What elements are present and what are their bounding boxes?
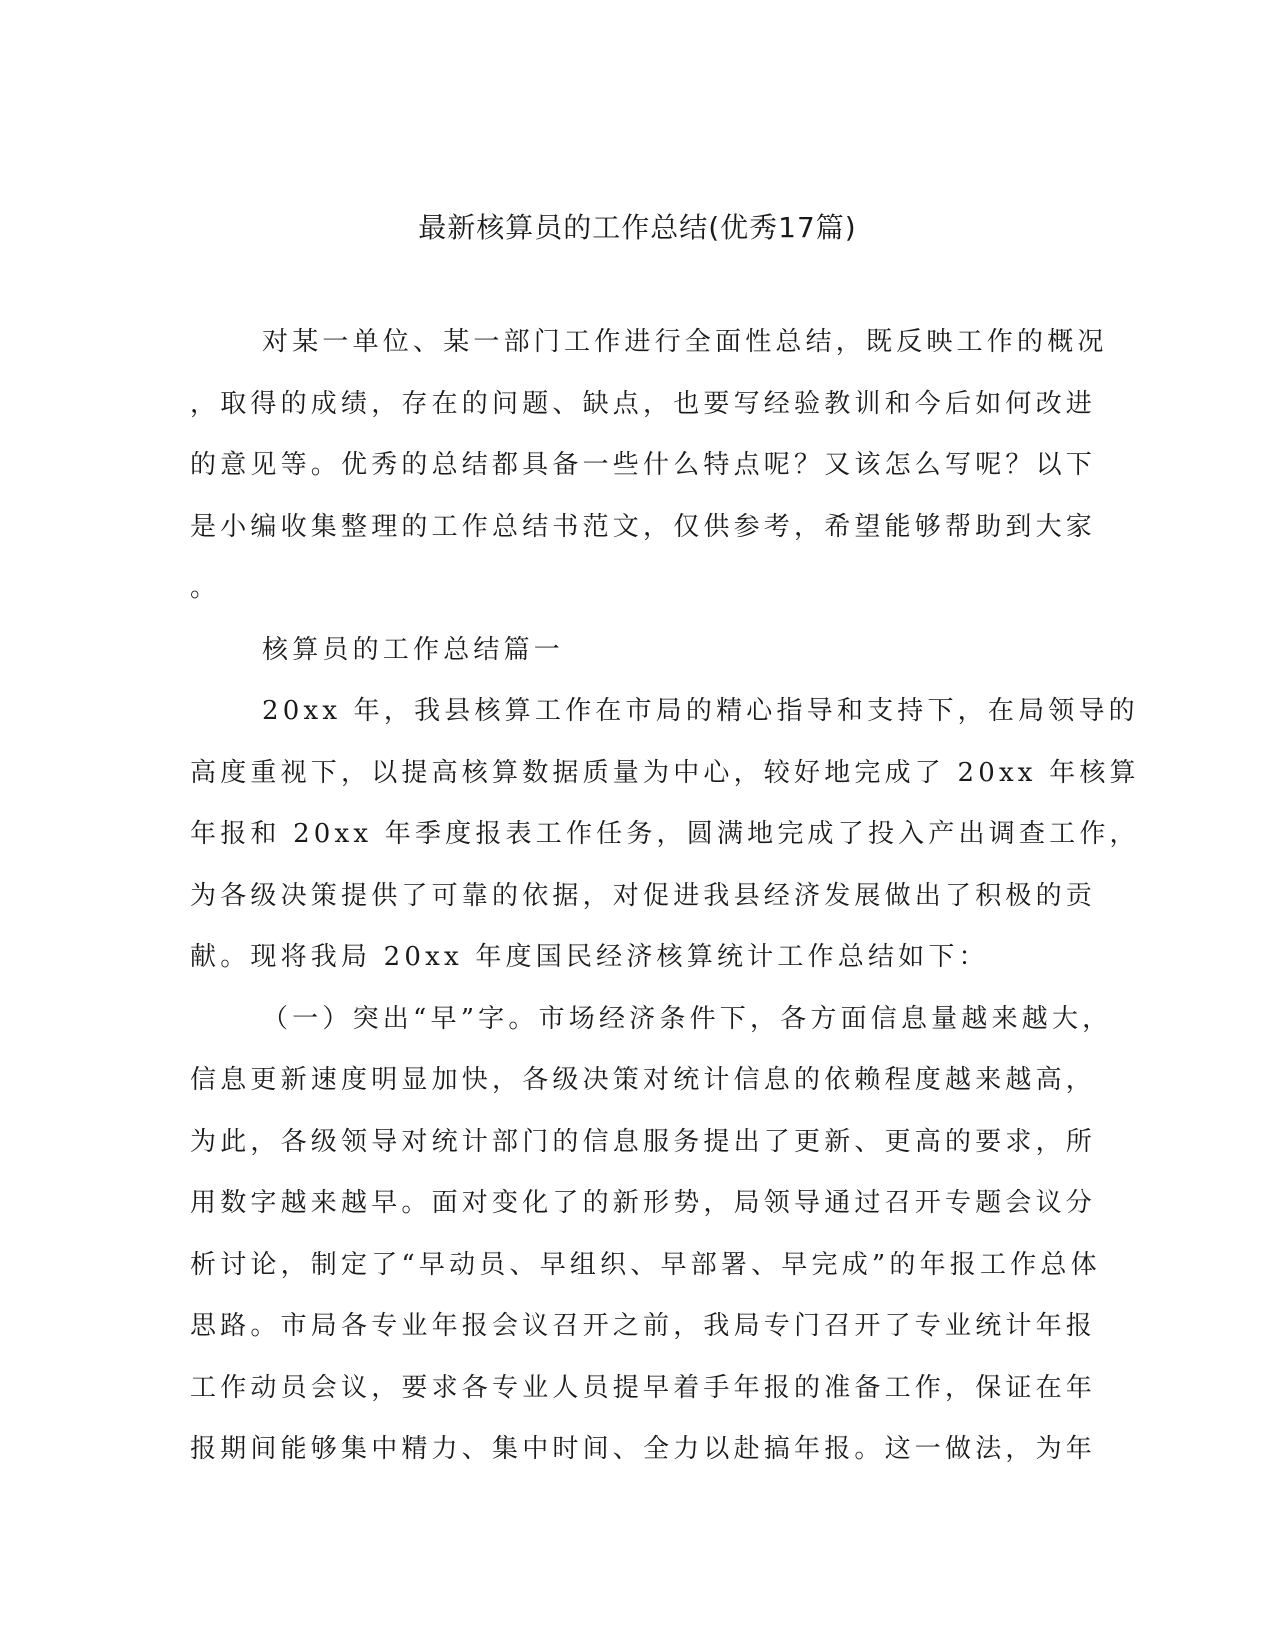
text-line: （一）突出“早”字。市场经济条件下，各方面信息量越来越大， — [262, 1003, 1113, 1034]
text-line: 析讨论，制定了“早动员、早组织、早部署、早完成”的年报工作总体 — [190, 1249, 1101, 1280]
text-line: 报期间能够集中精力、集中时间、全力以赴搞年报。这一做法，为年 — [190, 1434, 1097, 1464]
text-line: 思路。市局各专业年报会议召开之前，我局专门召开了专业统计年报 — [190, 1311, 1097, 1341]
text-line: 的意见等。优秀的总结都具备一些什么特点呢？又该怎么写呢？以下 — [190, 450, 1097, 480]
text-line: 20xx 年，我县核算工作在市局的精心指导和支持下，在局领导的 — [262, 696, 1139, 726]
text-line: 对某一单位、某一部门工作进行全面性总结，既反映工作的概况 — [262, 327, 1108, 357]
text-line: 用数字越来越早。面对变化了的新形势，局领导通过召开专题会议分 — [190, 1188, 1097, 1218]
text-line: 为各级决策提供了可靠的依据，对促进我县经济发展做出了积极的贡 — [190, 880, 1097, 911]
text-line: 是小编收集整理的工作总结书范文，仅供参考，希望能够帮助到大家 — [190, 511, 1097, 542]
document-title: 最新核算员的工作总结(优秀17篇) — [418, 211, 857, 244]
text-line: ，取得的成绩，存在的问题、缺点，也要写经验教训和今后如何改进 — [190, 388, 1097, 419]
text-line: 工作动员会议，要求各专业人员提早着手年报的准备工作，保证在年 — [190, 1372, 1097, 1403]
text-line: 为此，各级领导对统计部门的信息服务提出了更新、更高的要求，所 — [190, 1126, 1097, 1157]
text-line: 信息更新速度明显加快，各级决策对统计信息的依赖程度越来越高， — [190, 1065, 1097, 1095]
document-body — [190, 312, 1140, 1481]
text-line: 。 — [190, 573, 221, 603]
text-line: 高度重视下，以提高核算数据质量为中心，较好地完成了 20xx 年核算 — [190, 757, 1140, 788]
section-heading: 核算员的工作总结篇一 — [262, 634, 565, 665]
text-line: 献。现将我局 20xx 年度国民经济核算统计工作总结如下： — [190, 942, 989, 972]
text-line: 年报和 20xx 年季度报表工作任务，圆满地完成了投入产出调查工作， — [190, 819, 1140, 849]
